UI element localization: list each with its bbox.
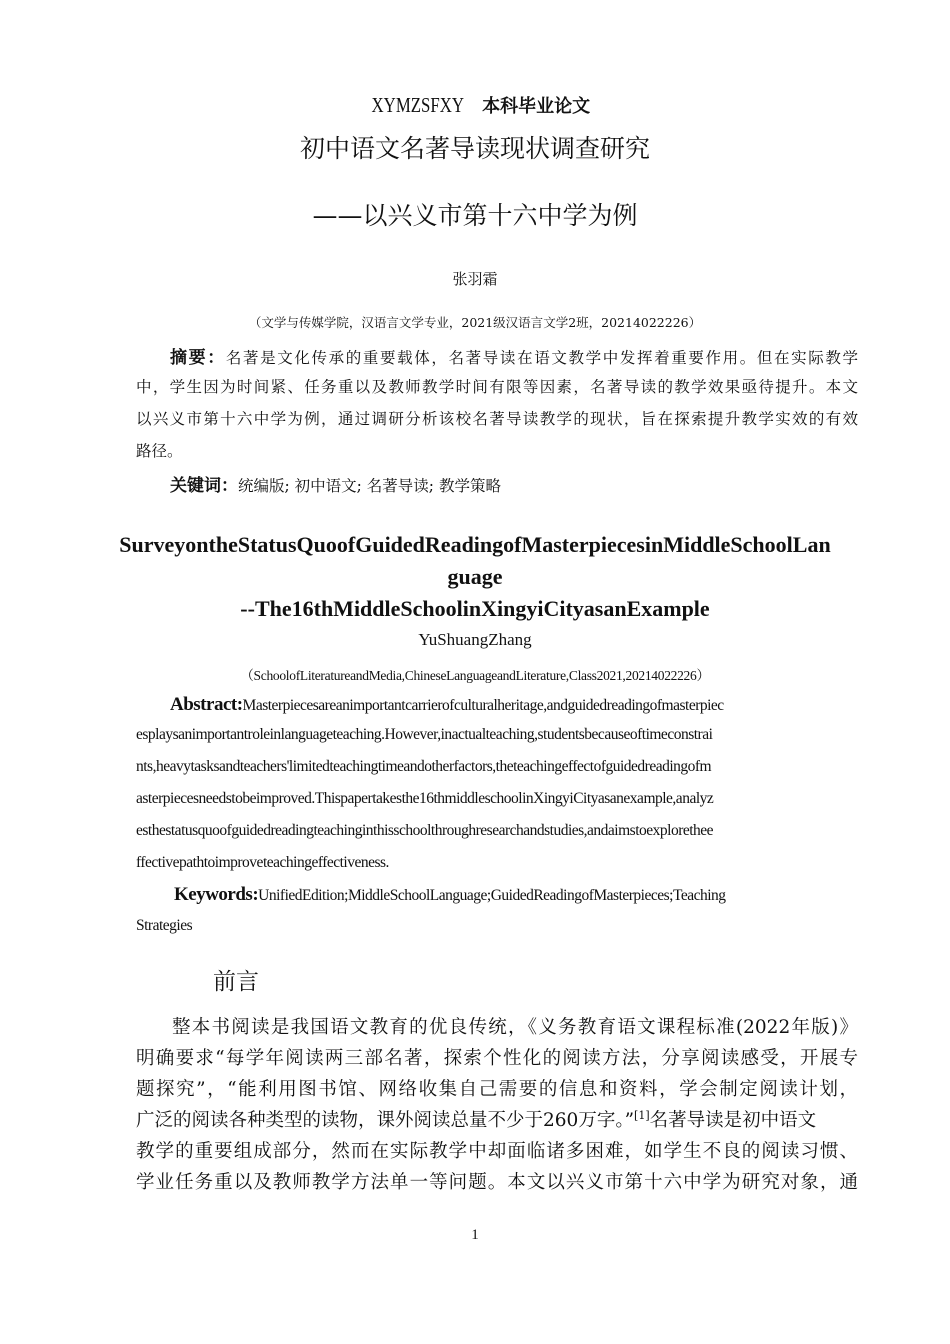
keywords-en [136, 884, 858, 906]
affiliation-en: （SchoolofLiteratureandMedia,ChineseLanguageandLiterature,Class2021,20214022226） [240, 668, 710, 683]
page-subtitle: ——以兴义市第十六中学为例 [312, 201, 638, 230]
body-text: 名著导读是初中语文 [649, 1110, 817, 1131]
keywords-en-line: Strategies [136, 917, 193, 934]
header-code: XYMZSFXY [371, 93, 464, 117]
keywords-cn-text: 统编版; 初中语文; 名著导读; 教学策略 [238, 477, 501, 495]
keywords-cn-label: 关键词： [170, 476, 238, 496]
body-text: 广泛的阅读各种类型的读物，课外阅读总量不少于260万字。” [136, 1110, 635, 1131]
english-title-line: SurveyontheStatusQuoofGuidedReadingofMasterpiecesinMiddleSchoolLan [119, 532, 831, 557]
abstract-en-line: esthestatusquoofguidedreadingteachinginthisschoolthroughresearchandstudies,andaimstoexplorethee [136, 822, 714, 839]
abstract-cn-text: 名著是文化传承的重要载体，名著导读在语文教学中发挥着重要作用。但在实际教学 [225, 349, 858, 367]
body-line: 明确要求“每学年阅读两三部名著，探索个性化的阅读方法，分享阅读感受，开展专 [136, 1048, 858, 1069]
keywords-cn [136, 471, 892, 496]
abstract-en-line: ffectivepathtoimproveteachingeffectiveness. [136, 854, 389, 871]
section-heading: 前言 [213, 969, 259, 995]
abstract-en-label: Abstract: [170, 694, 243, 715]
abstract-en-line [136, 694, 858, 716]
abstract-en-line: nts,heavytasksandteachers'limitedteachingtimeandotherfactors,theteachingeffectofguidedreadingofm [136, 758, 712, 775]
citation-ref[interactable]: [1] [634, 1108, 650, 1122]
page-number: 1 [471, 1227, 479, 1243]
body-line: 教学的重要组成部分，然而在实际教学中却面临诸多困难，如学生不良的阅读习惯、 [136, 1141, 858, 1162]
header-label: 本科毕业论文 [482, 96, 591, 117]
body-line: 题探究”，“能利用图书馆、网络收集自己需要的信息和资料，学会制定阅读计划， [136, 1079, 858, 1100]
abstract-en-line: esplaysanimportantroleinlanguageteaching.However,inactualteaching,studentsbecauseoftimeconstrai [136, 726, 713, 743]
thesis-header [0, 92, 950, 118]
abstract-en-line: asterpiecesneedstobeimproved.Thispapertakesthe16thmiddleschoolinXingyiCityasanexample,analyz [136, 790, 714, 807]
abstract-cn-line: 路径。 [136, 442, 183, 460]
abstract-cn-label: 摘要： [170, 348, 226, 368]
author: 张羽霜 [452, 270, 498, 288]
affiliation: （文学与传媒学院，汉语言文学专业，2021级汉语言文学2班，20214022226） [248, 315, 702, 330]
abstract-en-text: Masterpiecesareanimportantcarrierofculturalheritage,andguidedreadingofmasterpiec [242, 697, 724, 714]
body-line: 整本书阅读是我国语文教育的优良传统，《义务教育语文课程标准(2022年版)》 [172, 1017, 858, 1038]
body-line: 学业任务重以及教师教学方法单一等问题。本文以兴义市第十六中学为研究对象，通 [136, 1172, 858, 1193]
page-title: 初中语文名著导读现状调查研究 [299, 134, 650, 163]
abstract-cn-line: 以兴义市第十六中学为例，通过调研分析该校名著导读教学的现状，旨在探索提升教学实效的有效 [136, 410, 858, 428]
body-line [136, 1106, 858, 1132]
english-subtitle: --The16thMiddleSchoolinXingyiCityasanExample [240, 596, 710, 621]
abstract-cn-line: 中，学生因为时间紧、任务重以及教师教学时间有限等因素，名著导读的教学效果亟待提升。本文 [136, 378, 858, 396]
abstract-cn-line [136, 343, 858, 368]
keywords-en-label: Keywords: [174, 884, 259, 905]
keywords-en-text: UnifiedEdition;MiddleSchoolLanguage;GuidedReadingofMasterpieces;Teaching [258, 887, 726, 904]
author-en: YuShuangZhang [418, 630, 532, 649]
english-title-line: guage [447, 564, 503, 589]
